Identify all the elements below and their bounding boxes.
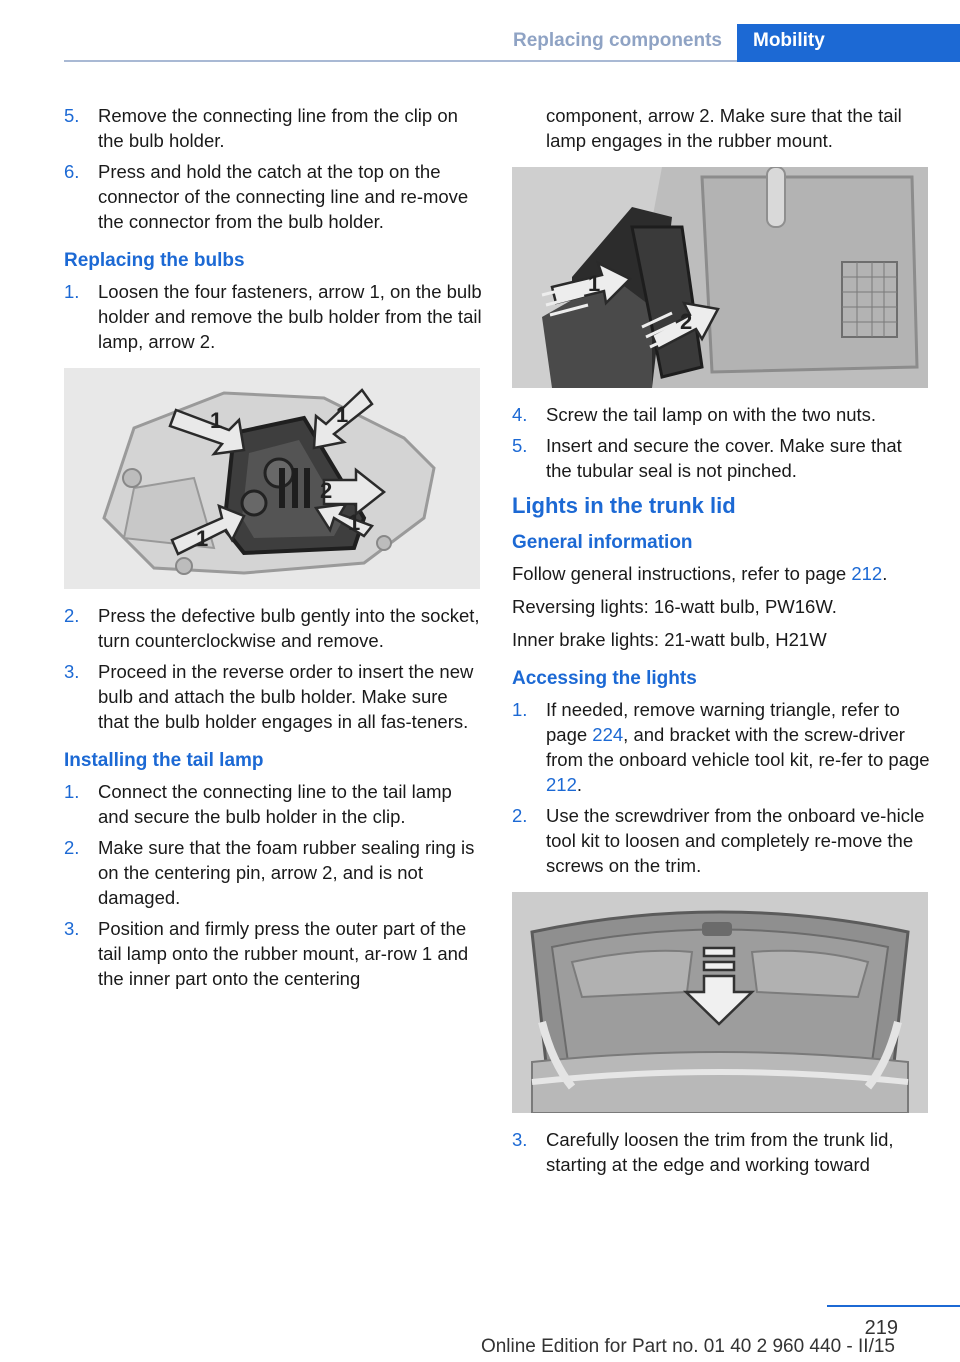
list-item: 3. Position and firmly press the outer part of the tail lamp onto the rubber mount, ar‐row 1 and the inner part onto the centering [64, 918, 469, 989]
section-title: Replacing components [512, 30, 722, 51]
tail-lamp-illustration [512, 167, 928, 388]
inner-brake-lights-text: Inner brake lights: 21-watt bulb, H21W [512, 629, 827, 650]
general-information-heading: General information [512, 532, 693, 553]
chapter-tab: Mobility [737, 24, 960, 62]
page-link[interactable]: 212 [546, 774, 577, 795]
list-item: 1. Connect the connecting line to the tail lamp and secure the bulb holder in the clip. [64, 781, 452, 827]
edition-footer: Online Edition for Part no. 01 40 2 960 440 - II/15 [480, 1336, 895, 1357]
arrow-label-1: 1 [196, 526, 209, 551]
page-number-rule [827, 1305, 960, 1307]
arrow-label-1: 1 [210, 408, 223, 433]
bulb-holder-illustration [64, 368, 480, 589]
arrow-label-2: 2 [320, 478, 333, 503]
trunk-lid-lights-heading: Lights in the trunk lid [512, 493, 736, 518]
general-instructions-text: Follow general instructions, refer to page 212. [512, 563, 888, 584]
steps-list [64, 603, 482, 734]
arrow-label-1: 1 [336, 402, 349, 427]
page-header [0, 24, 960, 62]
list-item: 1. Loosen the four fasteners, arrow 1, on the bulb holder and remove the bulb holder from the tail lamp, arrow 2. [64, 281, 482, 352]
right-column [512, 103, 930, 1183]
list-item: 2. Press the defective bulb gently into the socket, turn counterclockwise and remove. [64, 605, 480, 651]
arrow-label-1: 1 [588, 271, 601, 296]
steps-list [512, 697, 930, 878]
list-item: 5. Remove the connecting line from the clip on the bulb holder. [64, 105, 458, 151]
list-item: 4. Screw the tail lamp on with the two nuts. [512, 404, 877, 425]
trunk-lid-illustration [512, 892, 928, 1113]
steps-list [64, 779, 482, 991]
left-column [64, 103, 482, 997]
page-link[interactable]: 224 [592, 724, 624, 745]
list-item: 6. Press and hold the catch at the top on the connector of the connecting line and re‐move the connector from the bulb holder. [64, 161, 469, 232]
list-item: 3. Proceed in the reverse order to insert the new bulb and attach the bulb holder. Make sure that the bulb holder engages in all fas‐teners. [64, 661, 474, 732]
list-item: 2. Use the screwdriver from the onboard ve‐hicle tool kit to loosen and completely re‐move the screws on the trim. [512, 805, 925, 876]
arrow-label-2: 2 [680, 309, 693, 334]
arrow-label-1: 1 [348, 510, 361, 535]
accessing-lights-heading: Accessing the lights [512, 668, 697, 689]
tail-lamp-figure [512, 167, 928, 388]
page-link[interactable]: 212 [851, 563, 883, 584]
steps-list [512, 402, 930, 483]
bulb-holder-figure [64, 368, 480, 589]
page-number: 219 [864, 1317, 898, 1339]
list-item: 1. If needed, remove warning triangle, refer to page 224, and bracket with the screw‐driver from the onboard vehicle tool kit, re‐fer to page 212. [512, 699, 930, 795]
trunk-lid-figure [512, 892, 928, 1113]
steps-list [64, 103, 482, 234]
list-item: 3. Carefully loosen the trim from the trunk lid, starting at the edge and working toward [512, 1129, 894, 1175]
list-item: 5. Insert and secure the cover. Make sure that the tubular seal is not pinched. [512, 435, 902, 481]
steps-list [512, 1127, 930, 1177]
steps-list [64, 279, 482, 354]
list-item: 2. Make sure that the foam rubber sealing ring is on the centering pin, arrow 2, and is not damaged. [64, 837, 475, 908]
continuation-text: component, arrow 2. Make sure that the tail lamp engages in the rubber mount. [546, 105, 902, 151]
reversing-lights-text: Reversing lights: 16-watt bulb, PW16W. [512, 596, 837, 617]
installing-tail-lamp-heading: Installing the tail lamp [64, 750, 264, 771]
replacing-bulbs-heading: Replacing the bulbs [64, 250, 245, 271]
